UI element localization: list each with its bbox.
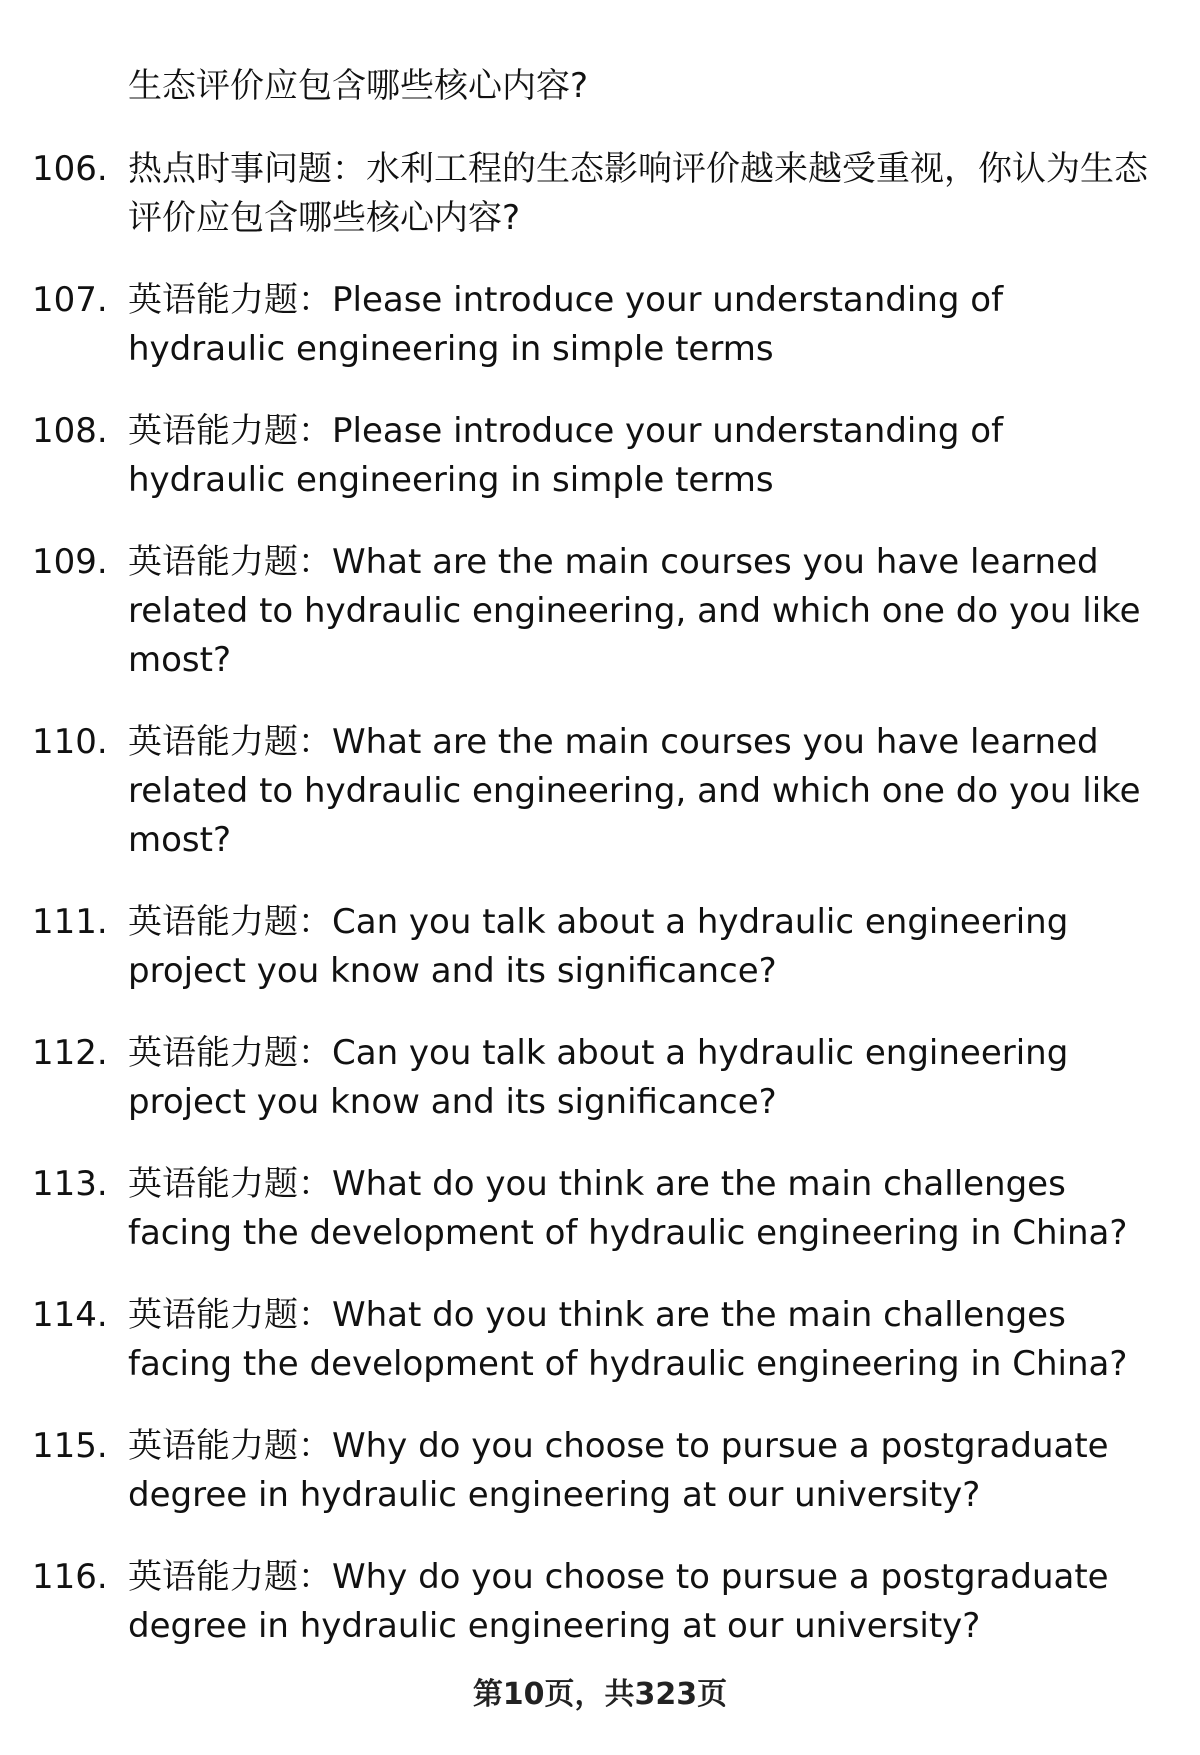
question-text: 英语能力题：Can you talk about a hydraulic engineering project you know and its significance? (128, 902, 1069, 991)
question-item-110 (32, 718, 1172, 865)
question-item-106 (32, 145, 1172, 243)
question-item-112 (32, 1029, 1172, 1127)
question-number: 106. (32, 149, 108, 189)
question-text: 英语能力题：What are the main courses you have learned related to hydraulic engineering, and which one do you like most? (128, 722, 1141, 860)
question-text: 英语能力题：What are the main courses you have learned related to hydraulic engineering, and which one do you like most? (128, 542, 1141, 680)
question-number: 107. (32, 280, 108, 320)
question-number: 109. (32, 542, 108, 582)
question-number: 115. (32, 1426, 108, 1466)
question-number: 116. (32, 1557, 108, 1597)
question-text: 英语能力题：Why do you choose to pursue a postgraduate degree in hydraulic engineering at our university? (128, 1426, 1109, 1515)
question-text: 英语能力题：Please introduce your understanding of hydraulic engineering in simple terms (128, 280, 1004, 369)
continuation-text: 生态评价应包含哪些核心内容? (128, 66, 589, 106)
page-number: 第10页，共323页 (472, 1677, 728, 1712)
question-text: 英语能力题：Why do you choose to pursue a postgraduate degree in hydraulic engineering at our university? (128, 1557, 1109, 1646)
question-number: 110. (32, 722, 108, 762)
question-number: 108. (32, 411, 108, 451)
question-item-108 (32, 407, 1172, 505)
question-item-113 (32, 1160, 1172, 1258)
question-number: 111. (32, 902, 108, 942)
question-item-109 (32, 538, 1172, 685)
question-number: 112. (32, 1033, 108, 1073)
question-item-111 (32, 898, 1172, 996)
question-item-107 (32, 276, 1172, 374)
question-text: 英语能力题：Can you talk about a hydraulic engineering project you know and its significance? (128, 1033, 1069, 1122)
question-item-114 (32, 1291, 1172, 1389)
question-list (32, 145, 1172, 1684)
question-text: 英语能力题：Please introduce your understanding of hydraulic engineering in simple terms (128, 411, 1004, 500)
question-number: 113. (32, 1164, 108, 1204)
question-item-116 (32, 1553, 1172, 1651)
question-text: 英语能力题：What do you think are the main challenges facing the development of hydraulic engineering in China? (128, 1164, 1128, 1253)
question-item-115 (32, 1422, 1172, 1520)
question-text: 英语能力题：What do you think are the main challenges facing the development of hydraulic engineering in China? (128, 1295, 1128, 1384)
question-text: 热点时事问题：水利工程的生态影响评价越来越受重视，你认为生态评价应包含哪些核心内容? (128, 149, 1148, 238)
question-number: 114. (32, 1295, 108, 1335)
